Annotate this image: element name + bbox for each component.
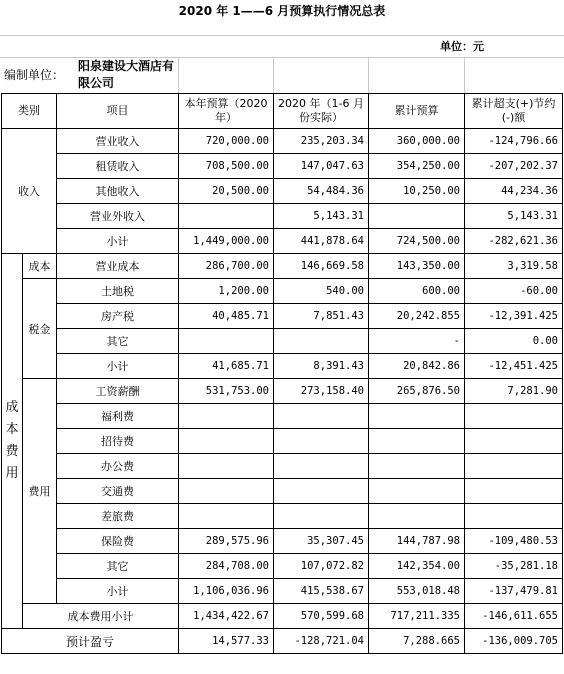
cell-variance: 5,143.31 (465, 204, 563, 229)
cell-variance: 3,319.58 (465, 254, 563, 279)
cell-cum-budget: 144,787.98 (369, 529, 465, 554)
header-item: 项目 (57, 94, 179, 129)
row-item: 营业成本 (57, 254, 179, 279)
table-row (2, 304, 563, 329)
org-label: 编制单位： (4, 68, 65, 82)
sheet-gridline (178, 57, 179, 93)
cell-budget: 1,434,422.67 (179, 604, 274, 629)
currency-unit: 单位：元 (440, 40, 484, 53)
table-row (2, 604, 563, 629)
row-item: 房产税 (57, 304, 179, 329)
cell-cum-budget: 10,250.00 (369, 179, 465, 204)
cell-cum-budget: 354,250.00 (369, 154, 465, 179)
row-item: 差旅费 (57, 504, 179, 529)
row-item: 福利费 (57, 404, 179, 429)
cell-variance: 7,281.90 (465, 379, 563, 404)
cell-budget (179, 404, 274, 429)
table-row (2, 129, 563, 154)
cell-actual (274, 404, 369, 429)
cell-cum-budget (369, 454, 465, 479)
cell-budget: 284,708.00 (179, 554, 274, 579)
cell-variance (465, 479, 563, 504)
cell-budget: 708,500.00 (179, 154, 274, 179)
cell-cum-budget: 20,242.855 (369, 304, 465, 329)
cell-variance: -137,479.81 (465, 579, 563, 604)
cost-category (2, 254, 23, 629)
header-annual-budget: 本年预算（2020 年） (179, 94, 274, 129)
cell-variance: -136,009.705 (465, 629, 563, 654)
header-variance: 累计超支(+)节约(-)额 (465, 94, 563, 129)
cell-actual (274, 454, 369, 479)
row-item: 招待费 (57, 429, 179, 454)
cell-actual: 5,143.31 (274, 204, 369, 229)
table-row (2, 404, 563, 429)
cell-actual: -128,721.04 (274, 629, 369, 654)
cell-actual: 8,391.43 (274, 354, 369, 379)
row-item: 小计 (57, 354, 179, 379)
cell-variance: -60.00 (465, 279, 563, 304)
sheet-gridline (273, 57, 274, 93)
row-item: 租赁收入 (57, 154, 179, 179)
cell-budget: 1,449,000.00 (179, 229, 274, 254)
cell-variance (465, 404, 563, 429)
table-row (2, 629, 563, 654)
cell-budget (179, 504, 274, 529)
cell-budget (179, 479, 274, 504)
row-item: 办公费 (57, 454, 179, 479)
cell-variance: -109,480.53 (465, 529, 563, 554)
table-row (2, 254, 563, 279)
cell-variance (465, 429, 563, 454)
cell-actual: 107,072.82 (274, 554, 369, 579)
cell-budget (179, 429, 274, 454)
cell-variance: -12,391.425 (465, 304, 563, 329)
cell-budget: 14,577.33 (179, 629, 274, 654)
cell-budget: 286,700.00 (179, 254, 274, 279)
cell-cum-budget (369, 504, 465, 529)
tax-subcategory: 税金 (23, 279, 57, 379)
table-row (2, 379, 563, 404)
row-item: 小计 (57, 229, 179, 254)
row-item: 营业外收入 (57, 204, 179, 229)
cell-budget: 41,685.71 (179, 354, 274, 379)
row-item: 其他收入 (57, 179, 179, 204)
header-cumulative-budget: 累计预算 (369, 94, 465, 129)
header-actual: 2020 年（1-6 月份实际） (274, 94, 369, 129)
row-item: 其它 (57, 554, 179, 579)
cell-actual: 570,599.68 (274, 604, 369, 629)
cell-cum-budget: 600.00 (369, 279, 465, 304)
cell-cum-budget: 724,500.00 (369, 229, 465, 254)
income-category: 收入 (2, 129, 57, 254)
org-name: 阳泉建设大酒店有限公司 (78, 59, 175, 90)
cell-cum-budget: 20,842.86 (369, 354, 465, 379)
row-item: 交通费 (57, 479, 179, 504)
sheet-gridline (464, 57, 465, 93)
table-row (2, 454, 563, 479)
cell-cum-budget: - (369, 329, 465, 354)
cell-cum-budget: 553,018.48 (369, 579, 465, 604)
cell-cum-budget: 143,350.00 (369, 254, 465, 279)
row-item: 其它 (57, 329, 179, 354)
cell-actual: 147,047.63 (274, 154, 369, 179)
cell-cum-budget (369, 429, 465, 454)
row-item: 保险费 (57, 529, 179, 554)
cell-cum-budget: 360,000.00 (369, 129, 465, 154)
table-row (2, 554, 563, 579)
sheet-gridline (368, 57, 369, 93)
page-title: 2020 年 1——6 月预算执行情况总表 (178, 4, 386, 18)
cell-budget: 531,753.00 (179, 379, 274, 404)
cell-budget: 1,106,036.96 (179, 579, 274, 604)
row-item: 营业收入 (57, 129, 179, 154)
cell-cum-budget (369, 404, 465, 429)
table-row (2, 229, 563, 254)
cell-actual (274, 504, 369, 529)
cell-variance (465, 504, 563, 529)
cell-variance: -35,281.18 (465, 554, 563, 579)
cell-variance: -282,621.36 (465, 229, 563, 254)
table-row (2, 354, 563, 379)
cell-actual (274, 429, 369, 454)
cell-cum-budget: 265,876.50 (369, 379, 465, 404)
table-row (2, 154, 563, 179)
row-item: 成本费用小计 (23, 604, 179, 629)
row-item: 预计盈亏 (2, 629, 179, 654)
budget-table (1, 93, 563, 654)
table-row (2, 529, 563, 554)
table-row (2, 479, 563, 504)
table-row (2, 429, 563, 454)
cell-variance: -12,451.425 (465, 354, 563, 379)
cell-variance: -146,611.655 (465, 604, 563, 629)
cell-cum-budget: 717,211.335 (369, 604, 465, 629)
cell-budget: 720,000.00 (179, 129, 274, 154)
cell-actual: 441,878.64 (274, 229, 369, 254)
cell-budget: 20,500.00 (179, 179, 274, 204)
cell-variance (465, 454, 563, 479)
cell-actual: 35,307.45 (274, 529, 369, 554)
table-row (2, 504, 563, 529)
cell-actual: 54,484.36 (274, 179, 369, 204)
table-row (2, 204, 563, 229)
expense-subcategory: 费用 (23, 379, 57, 604)
cell-actual: 540.00 (274, 279, 369, 304)
row-item: 工资薪酬 (57, 379, 179, 404)
cell-budget (179, 204, 274, 229)
cell-variance: 44,234.36 (465, 179, 563, 204)
table-header-row (2, 94, 563, 129)
cell-actual: 415,538.67 (274, 579, 369, 604)
cell-actual: 146,669.58 (274, 254, 369, 279)
cell-cum-budget (369, 479, 465, 504)
cost-category-label: 成本费用 (5, 400, 19, 481)
cell-variance: 0.00 (465, 329, 563, 354)
cost-subcategory: 成本 (23, 254, 57, 279)
row-item: 小计 (57, 579, 179, 604)
cell-actual: 235,203.34 (274, 129, 369, 154)
cell-variance: -207,202.37 (465, 154, 563, 179)
table-row (2, 179, 563, 204)
cell-variance: -124,796.66 (465, 129, 563, 154)
cell-actual (274, 329, 369, 354)
cell-budget: 1,200.00 (179, 279, 274, 304)
row-item: 土地税 (57, 279, 179, 304)
table-row (2, 279, 563, 304)
cell-actual: 7,851.43 (274, 304, 369, 329)
cell-budget: 40,485.71 (179, 304, 274, 329)
cell-actual (274, 479, 369, 504)
header-category: 类别 (2, 94, 57, 129)
table-row (2, 579, 563, 604)
cell-budget (179, 329, 274, 354)
sheet-gridline (0, 35, 564, 36)
cell-cum-budget: 142,354.00 (369, 554, 465, 579)
cell-budget (179, 454, 274, 479)
cell-cum-budget (369, 204, 465, 229)
cell-cum-budget: 7,288.665 (369, 629, 465, 654)
table-row (2, 329, 563, 354)
cell-actual: 273,158.40 (274, 379, 369, 404)
cell-budget: 289,575.96 (179, 529, 274, 554)
